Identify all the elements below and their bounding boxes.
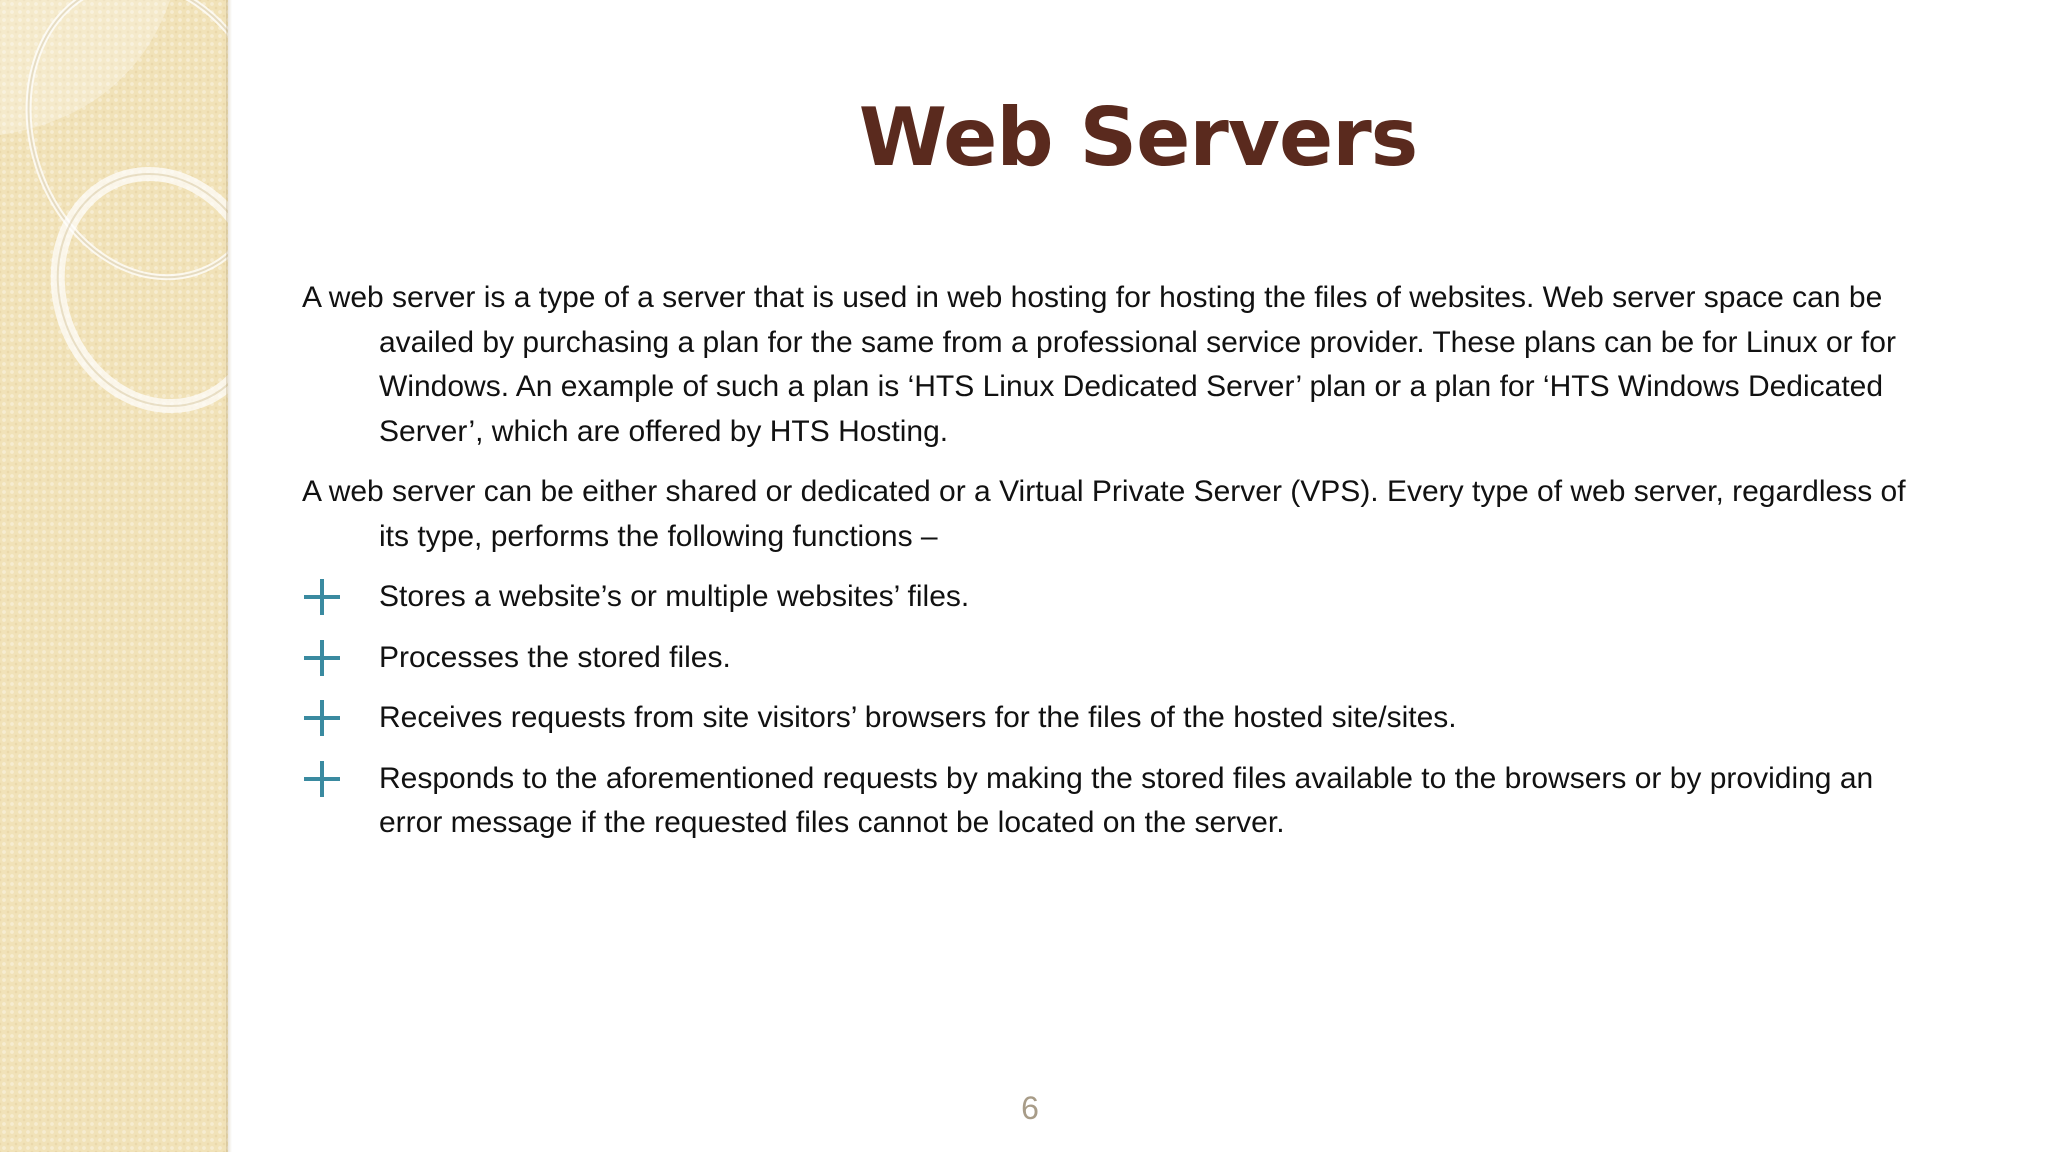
decorative-side-panel: [0, 0, 228, 1152]
decorative-swirl: [0, 0, 228, 420]
page-number: 6: [1021, 1090, 1039, 1126]
plus-icon: [304, 761, 340, 797]
body-paragraph: A web server can be either shared or dedicated or a Virtual Private Server (VPS). Every type of web server, regardless of its type, performs the following functions –: [302, 475, 1906, 553]
bullet-item: [302, 757, 1942, 846]
body-paragraph: A web server is a type of a server that is used in web hosting for hosting the files of websites. Web server space can be availed by purchasing a plan for the same from a professional service provider. These plans can be for Linux or for Windows. An example of such a plan is ‘HTS Linux Dedicated Server’ plan or a plan for ‘HTS Windows Dedicated Server’, which are offered by HTS Hosting.: [302, 281, 1896, 448]
bullet-text: Stores a website’s or multiple websites’ files.: [379, 580, 970, 613]
bullet-text: Receives requests from site visitors’ browsers for the files of the hosted site/sites.: [379, 701, 1457, 734]
slide-title: Web Servers: [858, 91, 1418, 184]
bullet-text: Responds to the aforementioned requests by making the stored files available to the browsers or by providing an error message if the requested files cannot be located on the server.: [379, 761, 1874, 839]
plus-icon: [304, 700, 340, 736]
bullet-item: [302, 696, 1942, 741]
bullet-text: Processes the stored files.: [379, 640, 731, 674]
bullet-item: [302, 636, 1942, 681]
plus-icon: [304, 579, 340, 615]
slide-body: [302, 276, 1942, 862]
plus-icon: [304, 640, 340, 676]
bullet-item: [302, 575, 1942, 620]
